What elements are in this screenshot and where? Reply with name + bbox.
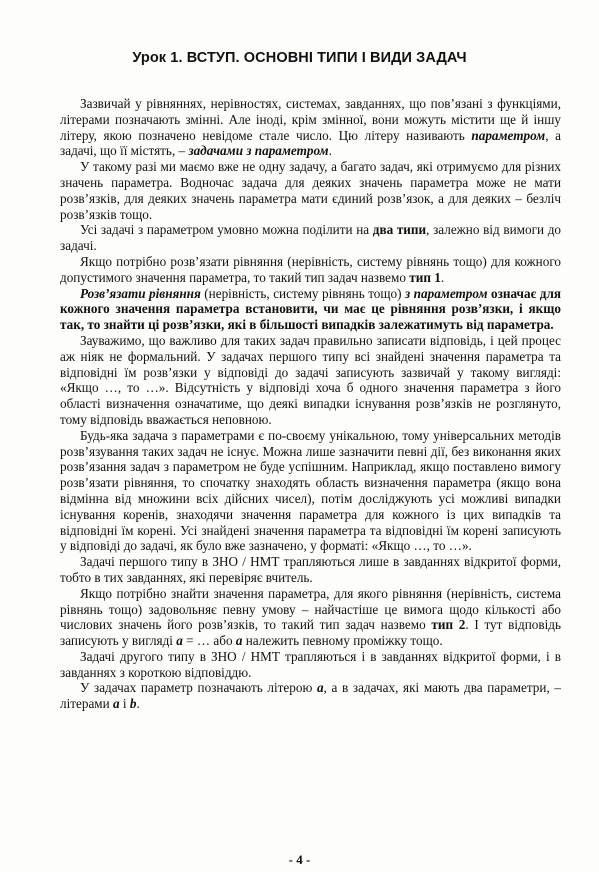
- text: , а задачі, що її містять, –: [60, 127, 562, 159]
- bold-text: тип 1: [409, 269, 441, 285]
- text: Зазвичай у рівняннях, нерівностях, системах, завданнях, що пов’язані з функціями, літерами позначають змінні. Але іноді, крім змінної, вони можуть містити ще й іншу літеру, якою позначено невідоме стале число. Цю літеру називають: [60, 96, 561, 143]
- text: Усі задачі з параметром умовно можна поділити на: [80, 222, 373, 238]
- bold-text: два типи: [372, 222, 427, 238]
- text: , а в задачах, які мають два параметри, – літерами: [60, 680, 561, 712]
- paragraph-11: [60, 680, 561, 712]
- paragraph-8: Задачі першого типу в ЗНО / НМТ трапляються лише в завданнях відкритої форми, тобто в тих завданнях, які перевіряє вчитель.: [60, 554, 561, 585]
- lesson-heading: Урок 1. ВСТУП. ОСНОВНІ ТИПИ І ВИДИ ЗАДАЧ: [132, 50, 467, 66]
- text: належить певному проміжку тощо.: [242, 633, 443, 649]
- text: .: [328, 143, 332, 159]
- paragraph-10: Задачі другого типу в ЗНО / НМТ трапляються і в завданнях відкритої форми, і в завданнях з короткою відповіддю.: [60, 648, 561, 680]
- definition-term: з параметром: [405, 285, 488, 301]
- paragraph-5-definition: [60, 286, 561, 333]
- bold-text: тип 2: [431, 617, 466, 633]
- text: (нерівність, систему рівнянь тощо): [200, 285, 406, 301]
- paragraph-6: Зауважимо, що важливо для таких задач правильно записати відповідь, і цей процес аж ніяк не формальний. У задачах першого типу всі знайдені значення параметра та відповідні їм розв’язки у відповіді до задачі записують зазвичай у такому вигляді: «Якщо …, то …». Відсутність у відповіді хоча б одного значення параметра з його області визначення означатиме, що деякі випадки існування розв’язків не розглянуто, тому відповідь вважається неповною.: [60, 332, 561, 427]
- paragraph-4: [60, 254, 561, 286]
- text: , залежно від вимоги до задачі.: [60, 222, 562, 254]
- text: = … або: [182, 633, 236, 649]
- text: .: [136, 696, 140, 712]
- text: Якщо потрібно розв’язати рівняння (нерівність, систему рівнянь тощо) для кожного допустимого значення параметра, то такий тип задач назвемо: [60, 253, 561, 285]
- paragraph-3: [60, 222, 561, 254]
- paragraph-9: [60, 586, 561, 649]
- term-parameter: параметром: [471, 127, 546, 143]
- page-body: [60, 96, 561, 712]
- paragraph-7: Будь-яка задача з параметрами є по-своєму унікальною, тому універсальних методів розв’язування таких задач не існує. Можна лише зазначити певні дії, без виконання яких розв’язання задач з параметром не буде успішним. Наприклад, якщо поставлено вимогу розв’язати рівняння, то спочатку знаходять область визначення параметра (якщо вона відмінна від множини всіх дійсних чисел), потім досліджують усі можливі випадки існування коренів, знаходячи значення параметра для кожного із цих випадків та відповідні їм корені. Усі знайдені значення параметра та відповідні їм корені записують у відповіді до задачі, як було вже зазначено, у форматі: «Якщо …, то …».: [60, 427, 561, 554]
- variable: a: [113, 696, 120, 712]
- term-parameter-tasks: задачами з параметром: [188, 143, 329, 159]
- definition-term: Розв’язати рівняння: [80, 285, 201, 301]
- text: . І тут відповідь записують у вигляді: [60, 617, 561, 649]
- definition-text: означає для кожного значення параметра встановити, чи має це рівняння розв’язки, і якщо так, то знайти ці розв’язки, які в більшості випадків залежатимуть від параметра.: [60, 285, 561, 333]
- paragraph-2: У такому разі ми маємо вже не одну задачу, а багато задач, які отримуємо для різних значень параметра. Водночас задача для деяких значень параметра може не мати розв’язків, для деяких значень параметра мати єдиний розв’язок, а для деяких – безліч розв’язків тощо.: [60, 159, 561, 222]
- page-number: - 4 -: [288, 852, 311, 867]
- text: У задачах параметр позначають літерою: [80, 680, 317, 696]
- text: Якщо потрібно знайти значення параметра, для якого рівняння (нерівність, система рівнянь тощо) задовольняє певну умову – найчастіше це вимога щодо кількості або числових значень його розв’язків, то такий тип задач назвемо: [60, 585, 561, 633]
- text: .: [440, 269, 445, 285]
- paragraph-1: [60, 96, 561, 159]
- variable: a: [316, 680, 324, 696]
- text: і: [119, 696, 130, 712]
- variable: a: [176, 633, 183, 649]
- variable: b: [129, 696, 137, 712]
- variable: a: [235, 633, 243, 649]
